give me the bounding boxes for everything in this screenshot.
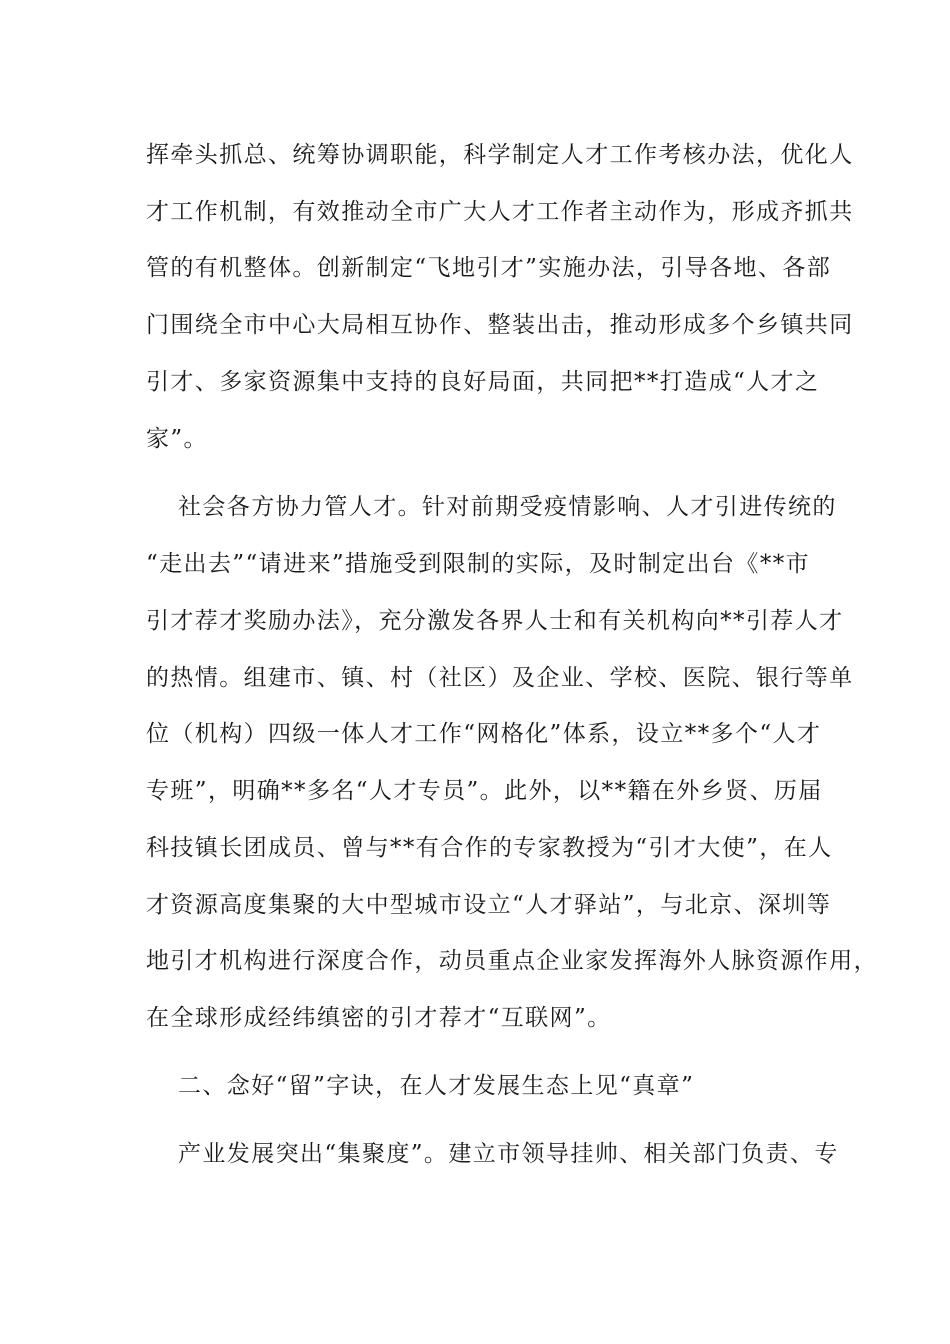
section-heading: 二、念好“留”字诀，在人才发展生态上见“真章” [178, 1073, 695, 1099]
paragraph-line: 的热情。组建市、镇、村（社区）及企业、学校、医院、银行等单 [146, 665, 854, 691]
paragraph-line: 才资源高度集聚的大中型城市设立“人才驿站”，与北京、深圳等 [146, 892, 832, 918]
paragraph-line: 才工作机制，有效推动全市广大人才工作者主动作为，形成齐抓共 [146, 199, 854, 225]
paragraph-line: 引才荐才奖励办法》，充分激发各界人士和有关机构向**引荐人才 [146, 608, 844, 634]
paragraph-line: 门围绕全市中心大局相互协作、整装出击，推动形成多个乡镇共同 [146, 312, 854, 338]
paragraph-line: 在全球形成经纬缜密的引才荐才“互联网”。 [146, 1005, 612, 1031]
paragraph-line: 管的有机整体。创新制定“飞地引才”实施办法，引导各地、各部 [146, 255, 832, 281]
paragraph-line: 专班”，明确**多名“人才专员”。此外，以**籍在外乡贤、历届 [146, 778, 823, 804]
paragraph-line: “走出去”“请进来”措施受到限制的实际，及时制定出台《**市 [146, 551, 811, 577]
paragraph-line: 科技镇长团成员、曾与**有合作的专家教授为“引才大使”，在人 [146, 835, 833, 861]
paragraph-line: 位（机构）四级一体人才工作“网格化”体系，设立**多个“人才 [146, 721, 822, 747]
paragraph-line: 产业发展突出“集聚度”。建立市领导挂帅、相关部门负责、专 [178, 1141, 839, 1167]
paragraph-line: 引才、多家资源集中支持的良好局面，共同把**打造成“人才之 [146, 369, 820, 395]
paragraph-line: 家”。 [146, 426, 208, 452]
paragraph-line: 社会各方协力管人才。针对前期受疫情影响、人才引进传统的 [178, 494, 837, 520]
paragraph-line: 挥牵头抓总、统筹协调职能，科学制定人才工作考核办法，优化人 [146, 142, 854, 168]
paragraph-line: 地引才机构进行深度合作，动员重点企业家发挥海外人脉资源作用， [146, 948, 878, 974]
